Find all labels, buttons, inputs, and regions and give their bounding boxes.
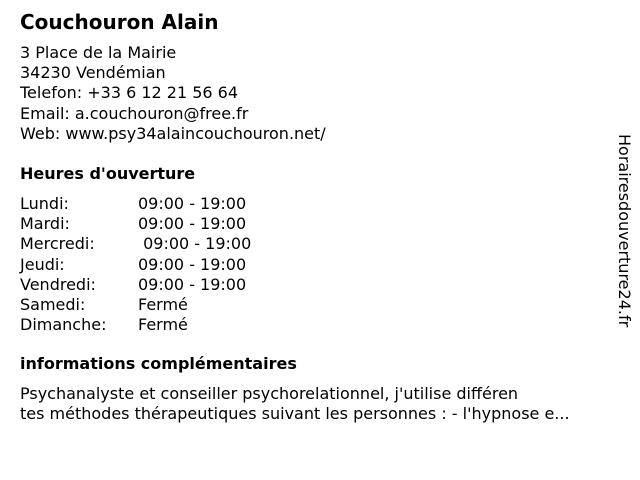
hours-value: 09:00 - 19:00	[138, 234, 252, 254]
day-label: Mardi:	[20, 214, 70, 234]
opening-hours-title: Heures d'ouverture	[20, 164, 196, 183]
additional-info-title: informations complémentaires	[20, 354, 297, 373]
hours-row-friday	[20, 275, 251, 295]
hours-row-wednesday	[20, 234, 251, 254]
info-line: Psychanalyste et conseiller psychorelationnel, j'utilise différen	[20, 384, 519, 403]
website-link[interactable]: Web: www.psy34alaincouchouron.net/	[20, 123, 326, 143]
hours-row-monday	[20, 194, 251, 214]
hours-value: 09:00 - 19:00	[138, 194, 247, 213]
site-brand-label: Horairesdouverture24.fr	[615, 134, 634, 328]
street-address: 3 Place de la Mairie	[20, 43, 177, 62]
hours-value: 09:00 - 19:00	[138, 254, 247, 274]
additional-info-text	[20, 384, 625, 424]
hours-row-thursday	[20, 255, 251, 275]
info-line: tes méthodes thérapeutiques suivant les personnes : - l'hypnose e...	[20, 404, 570, 424]
hours-value: Fermé	[138, 295, 188, 315]
day-label: Vendredi:	[20, 274, 96, 294]
hours-value: Fermé	[138, 315, 188, 335]
day-label: Lundi:	[20, 194, 69, 213]
day-label: Mercredi:	[20, 234, 95, 254]
hours-value: 09:00 - 19:00	[138, 274, 247, 294]
day-label: Samedi:	[20, 295, 86, 315]
phone-number[interactable]: Telefon: +33 6 12 21 56 64	[20, 83, 239, 103]
contact-block	[20, 43, 326, 144]
hours-row-tuesday	[20, 214, 251, 234]
hours-value: 09:00 - 19:00	[138, 214, 247, 234]
business-name: Couchouron Alain	[20, 10, 219, 34]
hours-row-saturday	[20, 295, 251, 315]
email-address[interactable]: Email: a.couchouron@free.fr	[20, 103, 249, 123]
opening-hours-list	[20, 194, 251, 335]
hours-row-sunday	[20, 315, 251, 335]
day-label: Dimanche:	[20, 315, 107, 335]
city-address: 34230 Vendémian	[20, 63, 166, 83]
day-label: Jeudi:	[20, 254, 65, 274]
